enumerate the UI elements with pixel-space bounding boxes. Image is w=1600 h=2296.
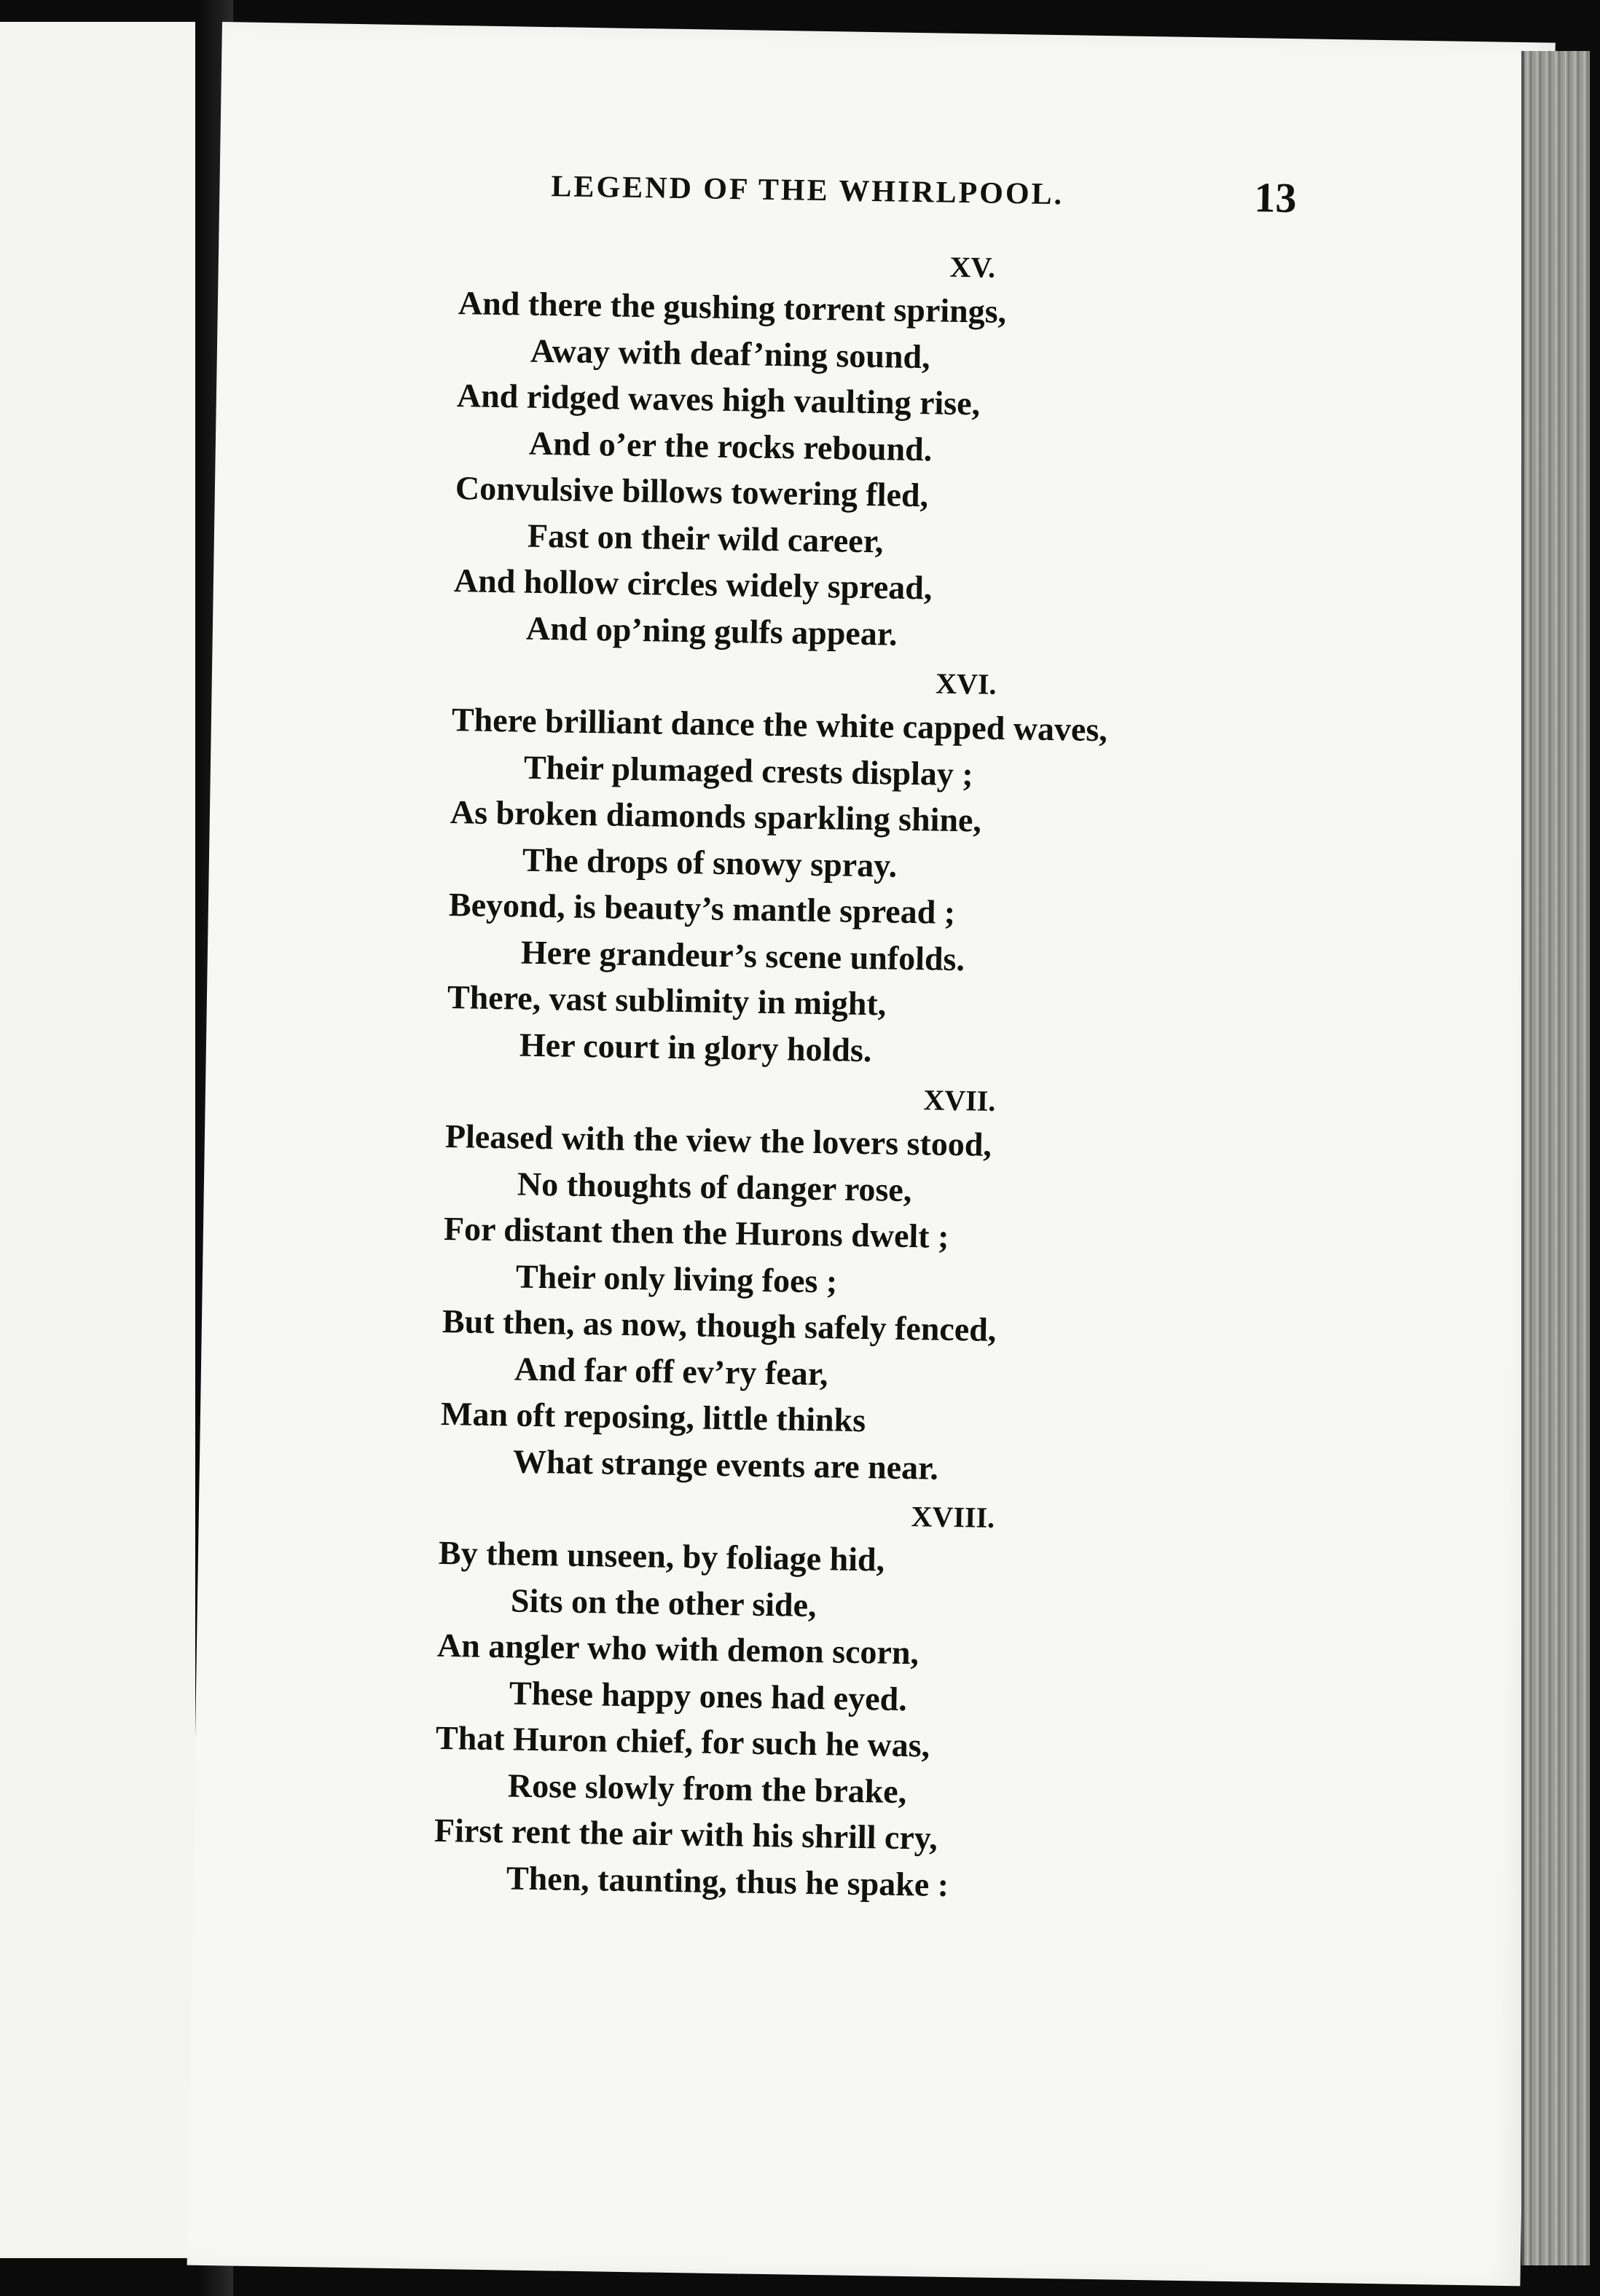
verse-line: For distant then the Hurons dwelt ; [443,1209,949,1255]
verse-line: And ridged waves high vaulting rise, [456,377,981,422]
stanza-xvi [206,652,1546,1084]
stanza-numeral: XVIII. [911,1500,995,1534]
verse-line: Here grandeur’s scene unfolds. [520,933,965,978]
stanza-numeral: XV. [949,250,996,284]
verse-line: And there the gushing torrent springs, [458,284,1007,330]
book-page [187,22,1556,2286]
verse-line: Fast on their wild career, [527,516,884,559]
stanza-xvii [200,1069,1540,1501]
verse-line: And op’ning gulfs appear. [525,609,898,653]
running-head: LEGEND OF THE WHIRLPOOL. [551,170,1064,212]
verse-line: And o’er the rocks rebound. [528,424,933,468]
verse-line: And far off ev’ry fear, [514,1350,828,1392]
page-header [219,157,1553,236]
verse-line: Then, taunting, thus he spake : [506,1858,949,1903]
stanza-numeral: XVII. [923,1083,996,1117]
verse-line: And hollow circles widely spread, [453,562,933,607]
verse-line: These happy ones had eyed. [509,1673,908,1718]
verse-line: As broken diamonds sparkling shine, [450,793,982,839]
verse-line: Her court in glory holds. [519,1026,872,1069]
page-number: 13 [1253,173,1297,222]
verse-line: That Huron chief, for such he was, [435,1718,930,1764]
poem-body [193,229,1553,1916]
verse-line: Away with deaf’ning sound, [530,331,931,375]
verse-line: Rose slowly from the brake, [507,1766,907,1810]
page-edges [1521,51,1590,2265]
verse-line: There brilliant dance the white capped waves, [451,701,1108,749]
facing-page [0,22,200,2258]
verse-line: There, vast sublimity in might, [447,978,887,1023]
verse-line: Pleased with the view the lovers stood, [444,1117,992,1163]
verse-line: But then, as now, though safely fenced, [442,1302,997,1348]
stanza-xviii [193,1485,1533,1917]
verse-line: Their plumaged crests display ; [523,748,974,793]
verse-line: Man oft reposing, little thinks [440,1394,866,1439]
verse-line: An angler who with demon scorn, [436,1626,919,1672]
verse-line: The drops of snowy spray. [522,841,898,884]
verse-line: What strange events are near. [512,1442,939,1487]
verse-line: Their only living foes ; [515,1257,838,1300]
verse-line: First rent the air with his shrill cry, [434,1811,938,1857]
verse-line: Sits on the other side, [510,1581,817,1624]
verse-line: No thoughts of danger rose, [517,1165,912,1208]
verse-line: Convulsive billows towering fled, [455,469,929,514]
stanza-xv [213,235,1553,667]
verse-line: Beyond, is beauty’s mantle spread ; [448,886,956,931]
verse-line: By them unseen, by foliage hid, [438,1533,885,1578]
stanza-numeral: XVI. [935,667,997,701]
